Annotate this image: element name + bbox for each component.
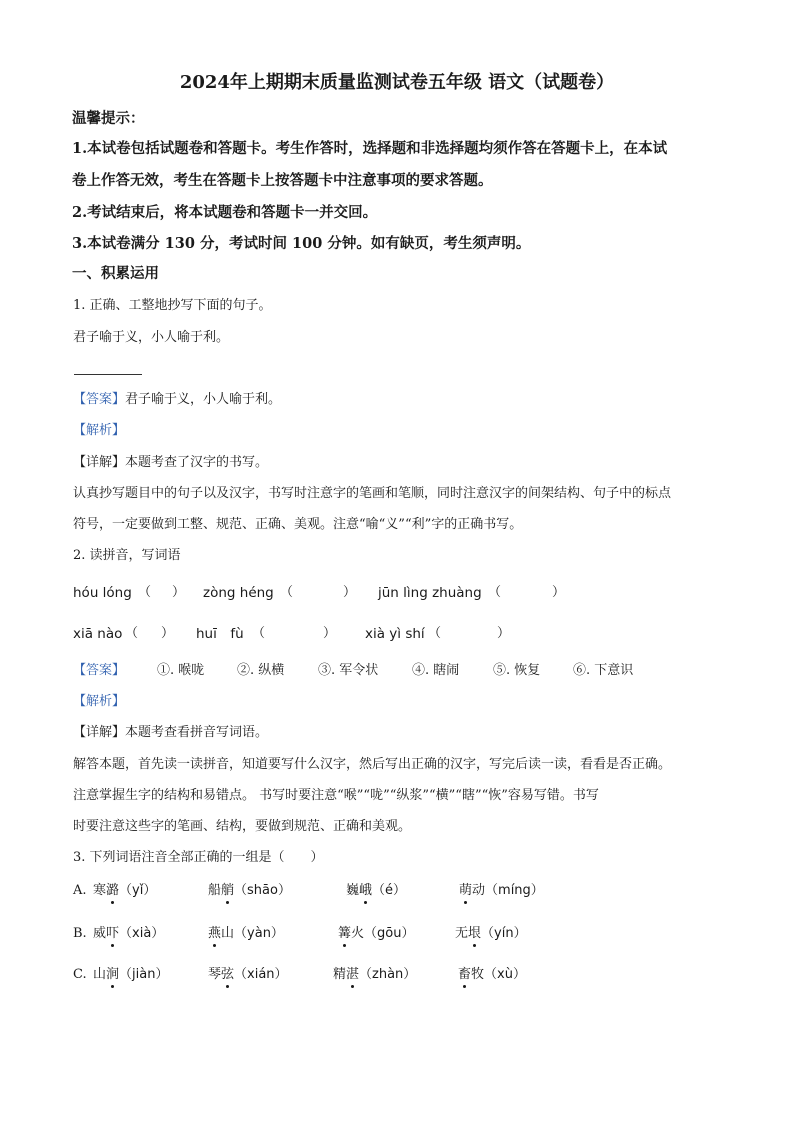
- option-word: 无垠（yín）: [455, 926, 527, 941]
- q2-detail: [73, 724, 268, 742]
- blank-close: ）: [497, 626, 511, 641]
- pinyin-item: xià yì shí: [365, 626, 425, 642]
- q2-body-line-1: 解答本题，首先读一读拼音，知道要写什么汉字，然后写出正确的汉字，写完后读一读，看看是否正确。: [73, 757, 672, 772]
- blank-close: ）: [343, 585, 357, 600]
- blank-open: （: [125, 626, 139, 641]
- option-word: 畜牧（xù）: [458, 967, 526, 982]
- option-word: 威吓（xià）: [93, 926, 165, 941]
- pinyin-item: hóu lóng: [73, 585, 132, 601]
- answer-tag: 【答案】: [73, 392, 126, 407]
- q2-body-line-3: 时要注意这些字的笔画、结构，要做到规范、正确和美观。: [73, 819, 412, 834]
- q1-stem: 1. 正确、工整地抄写下面的句子。: [73, 298, 272, 313]
- option-word: 寒潞（yǐ）: [93, 883, 157, 898]
- option-word: 篝火（gōu）: [338, 926, 415, 941]
- blank-open: （: [488, 585, 502, 600]
- answer-blank-line: [74, 374, 142, 375]
- option-word: 萌动（míng）: [459, 883, 544, 898]
- page-title: 2024年上期期末质量监测试卷五年级 语文（试题卷）: [179, 72, 615, 93]
- option-letter-b: B.: [73, 926, 87, 941]
- pinyin-item: jūn lìng zhuàng: [378, 585, 482, 601]
- blank-close: ）: [323, 626, 337, 641]
- q2-body-line-2: 注意掌握生字的结构和易错点。 书写时要注意“喉”“咙”“纵浆”“横”“瞎”“恢”容易写错。书写: [73, 788, 599, 803]
- blank-open: （: [138, 585, 152, 600]
- q2-analysis-tag: 【解析】: [73, 694, 126, 709]
- pinyin-item: xiā nào: [73, 626, 123, 642]
- q1-sentence: 君子喻于义，小人喻于利。: [73, 330, 230, 345]
- q2-answer-item: ②. 纵横: [237, 663, 285, 678]
- q1-detail: [73, 454, 268, 472]
- blank-open: （: [252, 626, 266, 641]
- option-word: 燕山（yàn）: [208, 926, 284, 941]
- option-word: 琴弦（xián）: [208, 967, 288, 982]
- tips-line-2: 卷上作答无效，考生在答题卡上按答题卡中注意事项的要求答题。: [72, 172, 493, 189]
- q2-answer-item: ⑤. 恢复: [493, 663, 541, 678]
- q3-stem: 3. 下列词语注音全部正确的一组是（ ）: [73, 850, 324, 865]
- option-word: 山涧（jiàn）: [93, 967, 169, 982]
- option-word: 船艄（shāo）: [208, 883, 291, 898]
- blank-close: ）: [172, 585, 186, 600]
- q2-answer-item: ④. 瞎闹: [412, 663, 460, 678]
- blank-close: ）: [552, 585, 566, 600]
- q2-answer-tag: 【答案】: [73, 663, 126, 678]
- option-word: 巍峨（é）: [346, 883, 407, 898]
- blank-open: （: [280, 585, 294, 600]
- q1-body-line-2: 符号，一定要做到工整、规范、正确、美观。注意“喻“义”“利”字的正确书写。: [73, 517, 523, 532]
- detail-tag: 【详解】: [73, 455, 126, 470]
- q1-answer: [73, 391, 281, 409]
- tips-line-4: 3.本试卷满分 130 分，考试时间 100 分钟。如有缺页，考生须声明。: [72, 235, 531, 252]
- tips-line-3: 2.考试结束后，将本试题卷和答题卡一并交回。: [72, 204, 378, 221]
- option-letter-a: A.: [73, 883, 87, 898]
- blank-close: ）: [161, 626, 175, 641]
- q2-stem: 2. 读拼音，写词语: [73, 548, 181, 563]
- q1-analysis-tag: 【解析】: [73, 423, 126, 438]
- q2-answer-item: ⑥. 下意识: [573, 663, 634, 678]
- detail-tag: 【详解】: [73, 725, 126, 740]
- q2-answer-item: ①. 喉咙: [157, 663, 205, 678]
- q1-body-line-1: 认真抄写题目中的句子以及汉字，书写时注意字的笔画和笔顺，同时注意汉字的间架结构、句子中的标点: [73, 486, 672, 501]
- pinyin-item: huī fù: [196, 626, 244, 642]
- detail-text: 本题考查看拼音写词语。: [125, 725, 269, 740]
- option-word: 精湛（zhàn）: [333, 967, 417, 982]
- section-heading: 一、积累运用: [72, 265, 159, 282]
- tips-line-1: 1.本试卷包括试题卷和答题卡。考生作答时，选择题和非选择题均须作答在答题卡上，在本试: [72, 140, 668, 157]
- answer-text: 君子喻于义，小人喻于利。: [125, 392, 282, 407]
- q2-answer-item: ③. 军令状: [318, 663, 379, 678]
- detail-text: 本题考查了汉字的书写。: [125, 455, 269, 470]
- blank-open: （: [428, 626, 442, 641]
- tips-heading: 温馨提示：: [72, 110, 145, 127]
- pinyin-item: zòng héng: [203, 585, 274, 601]
- option-letter-c: C.: [73, 967, 87, 982]
